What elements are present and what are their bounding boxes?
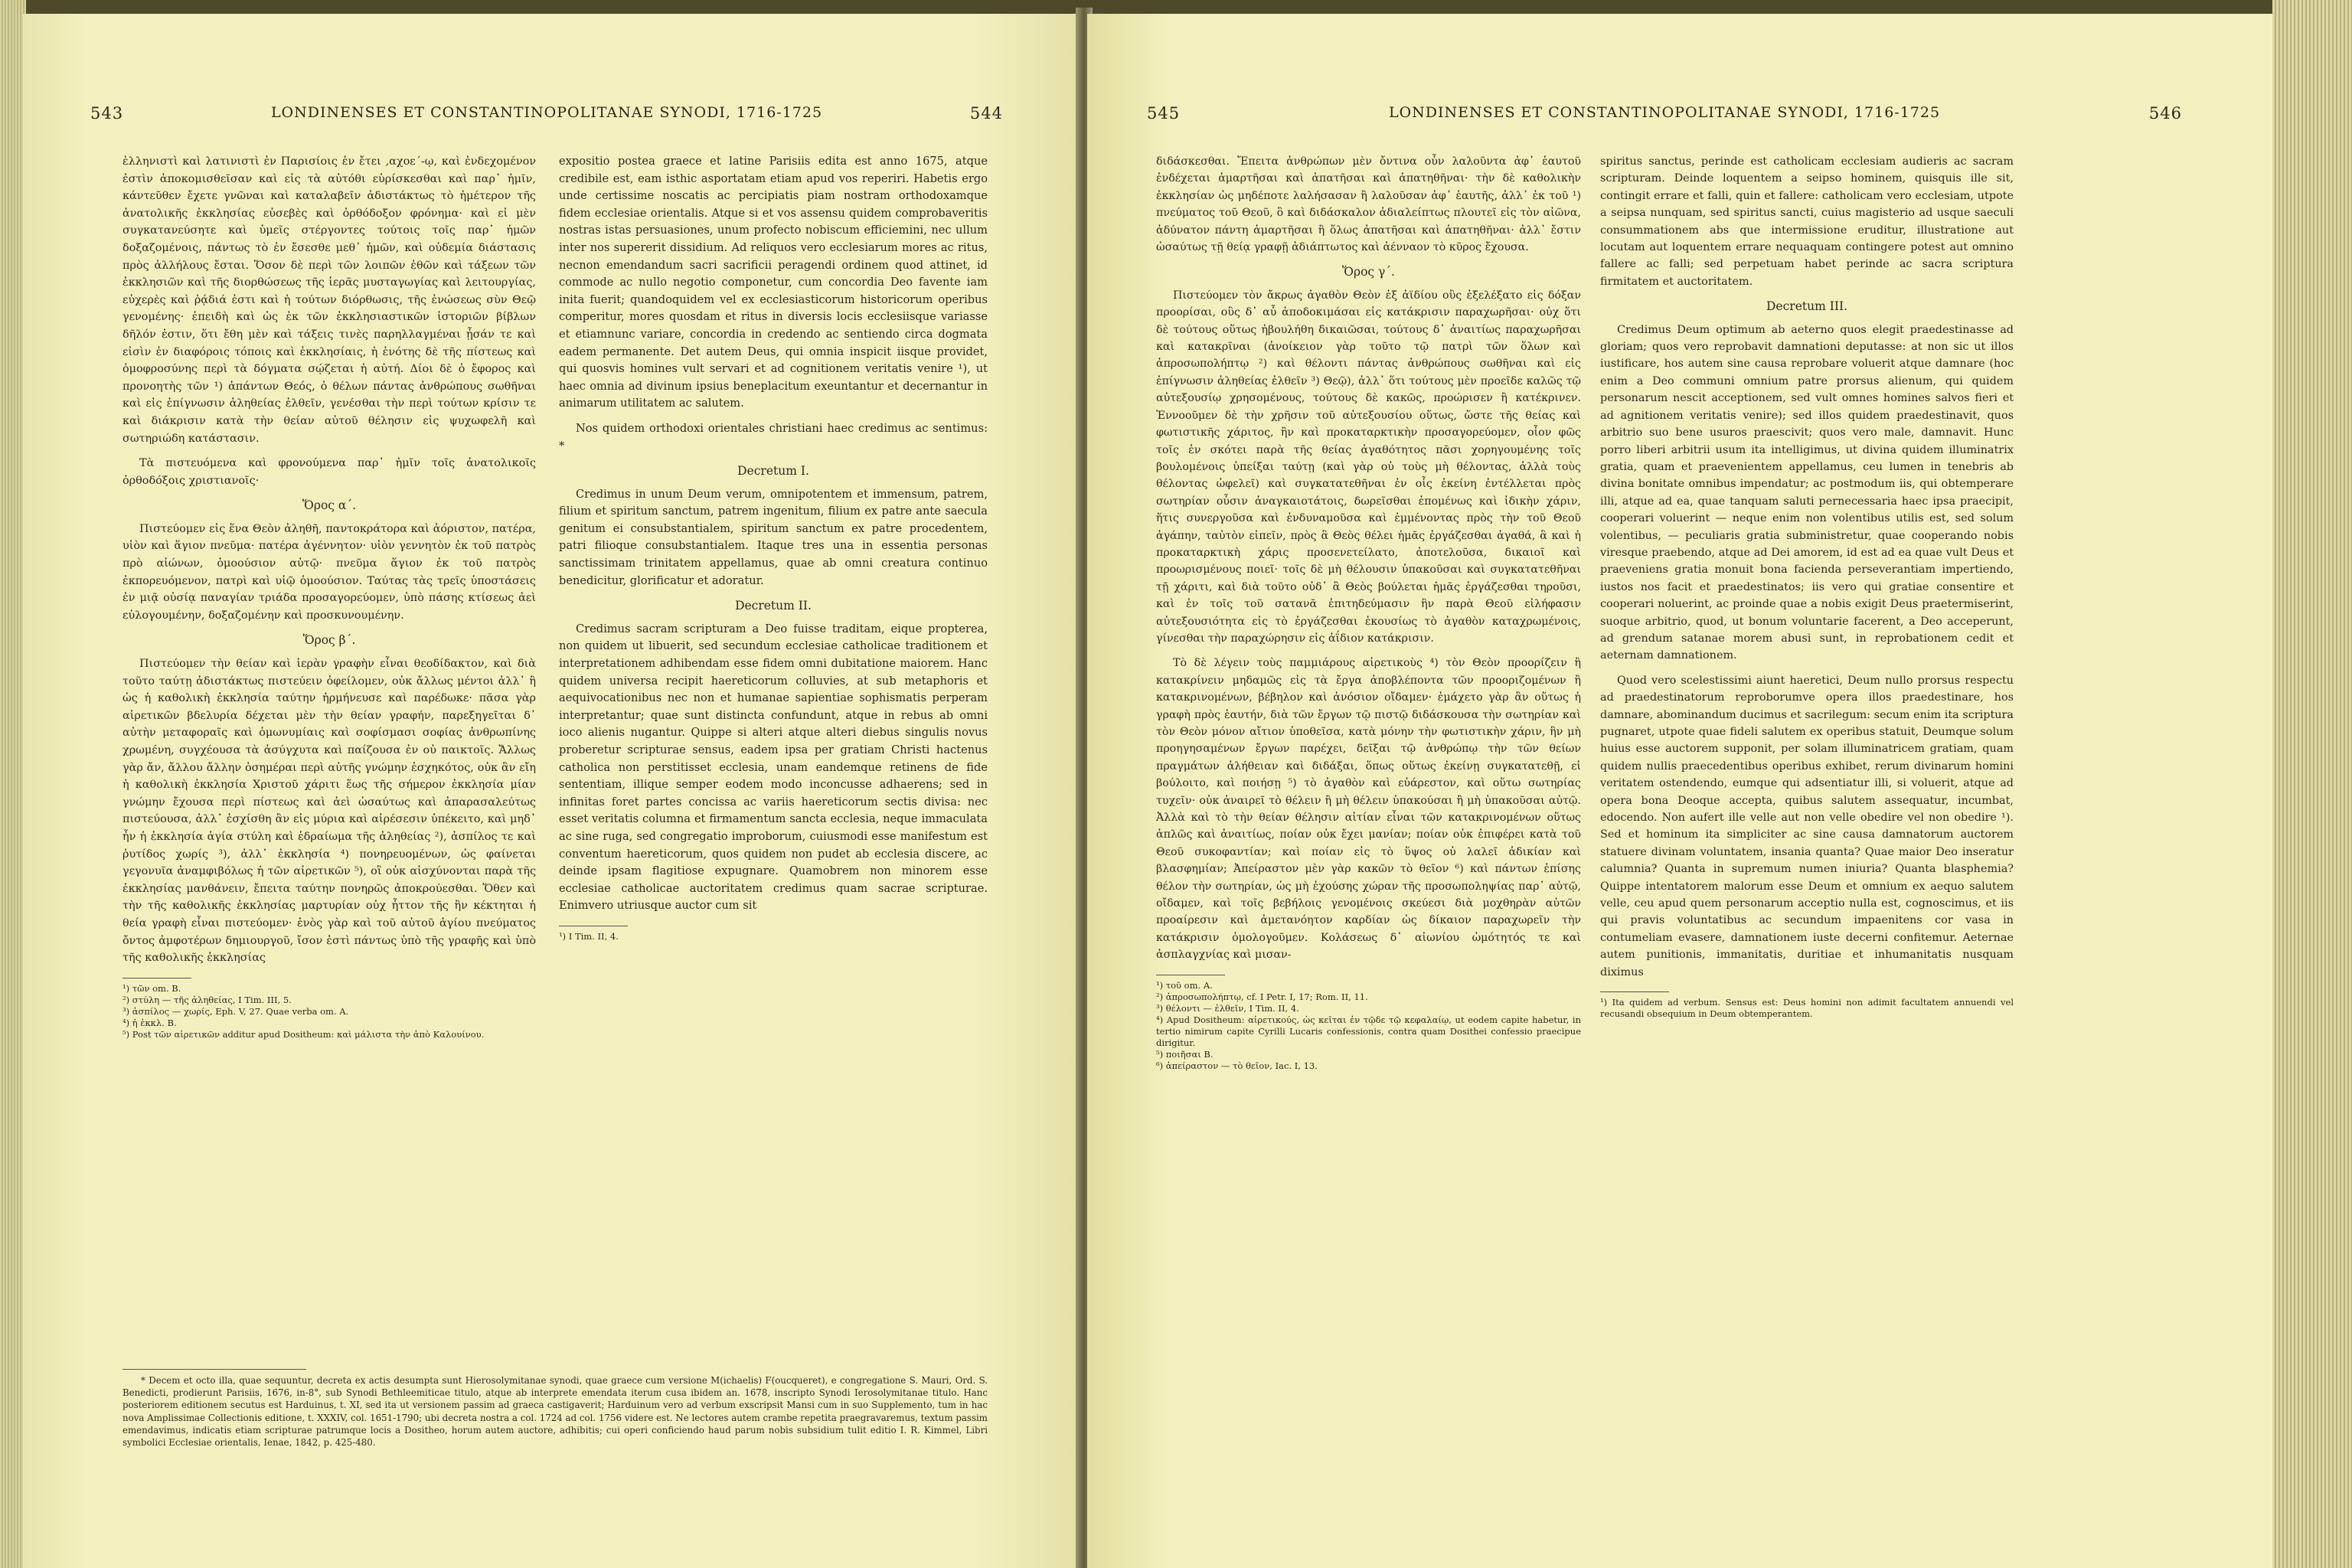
latin-column-right — [1600, 153, 2014, 1020]
greek-paragraph: Πιστεύομεν εἰς ἕνα Θεὸν ἀληθῆ, παντοκράτορα καὶ ἀόριστον, πατέρα, υἱὸν καὶ ἅγιον πνεῦμα· πατέρα ἀγέννητον· υἱὸν γεννητὸν ἐκ τοῦ πατρὸς πρὸ αἰώνων, ὁμοούσιον αὐτῷ· πνεῦμα ἅγιον ἐκ τοῦ πατρὸς ἐκπορευόμενον, πατρὶ καὶ υἱῷ ὁμοούσιον. Ταύτας τὰς τρεῖς ὑποστάσεις ἐν μιᾷ οὐσίᾳ παναγίαν τριάδα προσαγορεύομεν, ὑπὸ πάσης κτίσεως ἀεὶ εὐλογουμένην, δοξαζομένην καὶ προσκυνουμένην. — [122, 522, 536, 622]
note-rule — [122, 1369, 306, 1370]
greek-paragraph: Τὰ πιστευόμενα καὶ φρονούμενα παρ᾽ ἡμῖν τοῖς ἀνατολικοῖς ὀρθοδόξοις χριστιανοῖς· — [122, 457, 536, 487]
page-edges-left — [0, 0, 26, 1568]
footnote: ¹) I Tim. II, 4. — [559, 930, 619, 942]
greek-column-right — [1156, 153, 1581, 1072]
greek-paragraph: Πιστεύομεν τὸν ἄκρως ἀγαθὸν Θεὸν ἐξ ἀϊδίου οὓς ἐξελέξατο εἰς δόξαν προορίσαι, οὓς δ᾽ αὖ ἀποδοκιμάσαι εἰς κατάκρισιν παραχωρῆσαι· οὐχ ὅτι δὲ τούτους οὕτως ἠβουλήθη δικαιῶσαι, τούτους δ᾽ ἀναιτίως παραχωρῆσαι καὶ κατακρῖναι (ἀνοίκειον γὰρ τοῦτο τῷ πατρὶ τῶν ὅλων καὶ ἀπροσωπολήπτῳ ²) καὶ θέλοντι πάντας ἀνθρώπους σωθῆναι καὶ εἰς ἐπίγνωσιν ἀληθείας ἐλθεῖν ³) Θεῷ), ἀλλ᾽ ὅτι τούτους μὲν προεῖδε καλῶς τῷ αὐτεξουσίῳ χρησομένους, τούτους δὲ κακῶς, προώρισεν ἢ κατέκρινεν. Ἐννοοῦμεν δὲ τὴν χρῆσιν τοῦ αὐτεξουσίου οὕτως, ὥστε τῆς θείας καὶ φωτιστικῆς χάριτος, ἣν καὶ προκαταρκτικὴν προσαγορεύομεν, οἷον φῶς τοῖς ἐν σκότει παρὰ τῆς θείας ἀγαθότητος πᾶσι χορηγουμένης τοῖς βουλομένοις ὑπείξαι ταύτῃ (καὶ γὰρ οὐ τοὺς μὴ θέλοντας, ἀλλὰ τοὺς θέλοντας ὠφελεῖ) καὶ συγκατατεθῆναι ἐν οἷς ἐκείνη ἐντέλλεται πρὸς σωτηρίαν οὖσιν ἀναγκαιοτάτοις, δωρεῖσθαι ἐπομένως καὶ ἰδικὴν χάριν, ἥτις συνεργοῦσα καὶ ἐνδυναμοῦσα καὶ ἐμμένοντας πρὸς τὴν τοῦ Θεοῦ ἀγάπην, ταὐτὸν εἰπεῖν, πρὸς ἃ Θεὸς θέλει ἡμᾶς ἐργάζεσθαι ἀγαθά, ἃ καὶ ἡ προκαταρκτικὴ χάρις προσενετείλατο, ἀποτελοῦσα, δικαιοῖ καὶ προωρισμένους ποιεῖ· τοῖς δὲ μὴ θέλουσιν ὑπακοῦσαι καὶ συγκατατεθῆναι τῇ χάριτι, καὶ διὰ τοῦτο οὐδ᾽ ἃ Θεὸς βούλεται ἡμᾶς ἐργάζεσθαι τηροῦσι, καὶ ἐν τοῖς τοῦ σατανᾶ ἐπιτηδεύμασιν ἣν παρὰ Θεοῦ εἰλήφασιν αὐτεξουσιότητα εἰς τὸ ἐργάζεσθαι ἑκουσίως τὸ ἀγαθὸν καταχρωμένοις, γίνεσθαι τὴν παραχώρησιν εἰς ἀΐδιον κατάκρισιν. — [1156, 289, 1581, 645]
right-page — [1087, 14, 2274, 1568]
running-title: LONDINENSES ET CONSTANTINOPOLITANAE SYNODI, 1716-1725 — [270, 104, 823, 121]
section-heading: Ὅρος α΄. — [302, 498, 357, 513]
footnote: ⁶) ἀπείραστον — τὸ θεῖον, Iac. I, 13. — [1156, 1060, 1318, 1071]
page-number: 545 — [1147, 104, 1181, 122]
section-heading: Decretum I. — [737, 464, 809, 479]
running-title: LONDINENSES ET CONSTANTINOPOLITANAE SYNODI, 1716-1725 — [1388, 104, 1941, 121]
latin-paragraph: Credimus sacram scripturam a Deo fuisse traditam, eique propterea, non quidem ut libuerit, sed secundum ecclesiae catholicae traditionem et interpretationem adhibendam esse fidem omni dubitatione maiorem. Hanc quidem universa recipit haereticorum colluvies, at sub metaphoris et aequivocationibus nec non et humanae sapientiae sophismatis perperam interpretantur; quae sunt distincta confundunt, atque in rebus ab omni ioco alienis nugantur. Quippe si alteri atque alteri diebus singulis novus proberetur scripturae sensus, eadem ipsa per gratiam Christi hactenus catholica non perstitisset ecclesia, unam eandemque retinens de fide sententiam, illique semper eodem modo inconcusse adhaerens; sed in infinitas foret partes concissa ac variis haereticorum sectis divisa: nec esset veritatis columna et firmamentum sancta ecclesia, neque immaculata ac sine ruga, sed congregatio improborum, cuiusmodi esse manifestum est conventum haereticorum, quos quidem non pudet ab ecclesia discere, ac deinde ipsam flagitiose expugnare. Quamobrem non minorem esse ecclesiae catholicae auctoritatem credimus quam sacrae scripturae. Enimvero utriusque auctor cum sit — [559, 622, 988, 913]
page-number: 543 — [90, 104, 124, 122]
footnote: ²) ἀπροσωπολήπτῳ, cf. I Petr. I, 17; Rom. II, 11. — [1156, 991, 1368, 1002]
footnote: ³) ἀσπίλος — χωρίς, Eph. V, 27. Quae verba om. A. — [122, 1005, 349, 1017]
star-note-text: * Decem et octo illa, quae sequuntur, decreta ex actis desumpta sunt Hierosolymitanae synodi, quae graece cum versione M(ichaelis) F(oucqueret), e congregatione S. Mauri, Ord. S. Benedicti, prodierunt Parisiis, 1676, in-8°, sub Synodi Bethleemiticae titulo, atque ab interprete emendata iterum cusa ibidem an. 1678, inscripto Synodi Ierosolymitanae titulo. Hanc posteriorem editionem secutus est Harduinus, t. XI, sed ita ut versionem passim ad graeca castigaverit; Harduinum vero ad verbum exscripsit Mansi cum in suo Supplemento, tum in hac nova Amplissimae Collectionis editione, t. XXXIV, col. 1651-1790; ubi decreta nostra a col. 1724 ad col. 1756 videre est. Ne lectores autem crambe repetita praegravaremus, textum passim emendavimus, indicatis etiam scripturae patrumque locis a Dositheo, horum autem auctore, adhibitis; cui operi conficiendo haud parum nobis subsidium tulit editio I. R. Kimmel, Libri symbolici Ecclesiae orientalis, Ienae, 1842, p. 425-480. — [122, 1375, 988, 1449]
running-head-left — [90, 104, 1003, 135]
greek-paragraph: Πιστεύομεν τὴν θείαν καὶ ἱερὰν γραφὴν εἶναι θεοδίδακτον, καὶ διὰ τοῦτο ταύτῃ ἀδιστάκτως πιστεύειν ὀφείλομεν, οὐκ ἄλλως μέντοι ἀλλ᾽ ἢ ὡς ἡ καθολικὴ ἐκκλησία ταύτην ἡρμήνευσε καὶ παρέδωκε· πᾶσα γὰρ αἱρετικῶν βδελυρία δέχεται μὲν τὴν θείαν γραφήν, παρεξηγεῖται δ᾽ αὐτὴν μεταφοραῖς καὶ ὁμωνυμίαις καὶ σοφίσμασι σοφίας ἀνθρωπίνης χρωμένη, συγχέουσα τὰ ἀσύγχυτα καὶ παίζουσα ἐν οὐ παικτοῖς. Ἄλλως γὰρ ἄν, ἄλλου ἄλλην ὁσημέραι περὶ αὐτῆς γνώμην ἐσχηκότος, οὐκ ἂν εἴη ἡ καθολικὴ ἐκκλησία Χριστοῦ χάριτι ἕως τῆς σήμερον ἐκκλησία μίαν γνώμην ἔχουσα περὶ πίστεως καὶ ἀεὶ ὡσαύτως καὶ ἀπαρασαλεύτως πιστεύουσα, ἀλλ᾽ ἐσχίσθη ἂν εἰς μύρια καὶ αἱρέσεσιν ὑπέκειτο, καὶ μηδ᾽ ἦν ἡ ἐκκλησία ἁγία στύλη καὶ ἑδραίωμα τῆς ἀληθείας ²), ἀσπίλος τε καὶ ῥυτίδος χωρίς ³), ἀλλ᾽ ἐκκλησία ⁴) πονηρευομένων, ὡς φαίνεται γεγονυῖα ἀναμφιβόλως ἡ τῶν αἱρετικῶν ⁵), οἳ οὐκ αἰσχύνονται παρὰ τῆς ἐκκλησίας μανθάνειν, ἔπειτα ταύτην πονηρῶς ἀποκρούεσθαι. Ὅθεν καὶ τὴν τῆς καθολικῆς ἐκκλησίας μαρτυρίαν οὐχ ἧττον τῆς ἣν κέκτηται ἡ θεία γραφὴ εἶναι πιστεύομεν· ἑνὸς γὰρ καὶ τοῦ αὐτοῦ ἁγίου πνεύματος ὄντος ἀμφοτέρων δημιουργοῦ, ἴσον ἐστὶ πάντως ὑπὸ τῆς γραφῆς καὶ ὑπὸ τῆς καθολικῆς ἐκκλησίας — [122, 658, 536, 965]
footnote-rule — [1600, 991, 1669, 992]
page-edges-right — [2272, 0, 2352, 1568]
greek-paragraph: Τὸ δὲ λέγειν τοὺς παμμιάρους αἱρετικοὺς ⁴) τὸν Θεὸν προορίζειν ἢ κατακρίνειν μηδαμῶς εἰς τὰ ἔργα ἀποβλέποντα τῶν προοριζομένων ἢ κατακρινομένων, βέβηλον καὶ ἀνόσιον οἴδαμεν· ἐμάχετο γὰρ ἂν οὕτως ἡ γραφὴ πρὸς ἑαυτήν, διὰ τῶν ἔργων τῷ πιστῷ διδάσκουσα τὴν σωτηρίαν καὶ τὸν Θεὸν μόνον αἴτιον ὑποθεῖσα, κατὰ μόνην τὴν φωτιστικὴν χάριν, ἣν μὴ προηγησαμένων ἔργων παρέχει, δεῖξαι τῷ ἀνθρώπῳ τὴν τῶν θείων πραγμάτων ἀλήθειαν καὶ διδάξαι, ὅπως οὕτως ἐκείνῃ συγκατατεθῇ, εἰ βούλοιτο, καὶ ποιήσῃ ⁵) τὸ ἀγαθὸν καὶ εὐάρεστον, καὶ οὕτω σωτηρίας τυχεῖν· οὐκ ἀναιρεῖ τὸ θέλειν ἢ μὴ θέλειν ὑπακούσαι ἢ μὴ ὑπακοῦσαι αὐτῷ. Ἀλλὰ καὶ τὸ τὴν θείαν θέλησιν αἰτίαν εἶναι τῶν κατακρινομένων οὕτως ἁπλῶς καὶ ἀναιτίως, ποίαν οὐκ ἔχει μανίαν; ποίαν οὐκ ἐπιφέρει κατὰ τοῦ Θεοῦ συκοφαντίαν; καὶ ποίαν εἰς τὸ ὕψος οὐ λαλεῖ ἀδικίαν καὶ βλασφημίαν; Ἀπείραστον μὲν γὰρ κακῶν τὸ θεῖον ⁶) καὶ πάντων ἐπίσης θέλον τὴν σωτηρίαν, ὡς μὴ ἐχούσης χώραν τῆς προσωποληψίας παρ᾽ αὐτῷ, οἴδαμεν, καὶ τοῖς βεβήλοις γενομένοις σκεύεσι διὰ μοχθηρὰν αὐτῶν προαίρεσιν καὶ ἀμετανόητον καρδίαν ὡς δίκαιον παραχωρεῖν τὴν κατάκρισιν ὁμολογοῦμεν. Κολάσεως δ᾽ αἰωνίου ὠμότητός τε καὶ ἀσπλαγχνίας καὶ μισαν- — [1156, 657, 1581, 962]
section-heading: Ὅρος β΄. — [302, 633, 356, 648]
latin-paragraph: Credimus in unum Deum verum, omnipotentem et immensum, patrem, filium et spiritum sanctum, patrem ingenitum, filium ex patre ante saecula genitum ei consubstantialem, spiritum sanctum ex patre procedentem, patri filioque consubstantialem. Itaque tres una in essentia personas sanctissimam trinitatem appellamus, quae ab omni creatura continuo benedicitur, glorificatur et adoratur. — [559, 487, 988, 587]
footnote: ⁵) ποιῆσαι B. — [1156, 1048, 1214, 1060]
latin-paragraph: Credimus Deum optimum ab aeterno quos elegit praedestinasse ad gloriam; quos vero reprobavit damnationi deputasse: at non sic ut illos iustificare, hos autem sine causa reprobare voluerit atque damnare (hoc enim a Deo communi omnium patre prorsus alienum, qui quidem personarum nescit acceptionem, sed vult omnes homines salvos fieri et ad agnitionem veritatis venire); sed illos quidem praedestinavit, quos arbitrio suo bene usuros praescivit; quos vero male, damnavit. Hunc porro liberi arbitrii usum ita intelligimus, ut divina quidem illuminatrix gratia, quam et praevenientem appellamus, ceu lumen in tenebris ab divina bonitate omnibus impendatur; ac postmodum iis, qui obtemperare illi, atque ad ea, quae tanquam saluti pernecessaria haec ipsa praecipit, cooperari voluerint — neque enim non volentibus utilis est, sed solum volentibus, — peculiaris gratia subministretur, quae cooperando nobis viresque praebendo, atque ad Dei amorem, id est ad ea quae vult Deus et praeveniens gratia monuit bona facienda perseverantiam impertiendo, iustos nos facit et praedestinatos; iis vero qui gratiae consentire et cooperari noluerint, ac proinde quae a nobis exigit Deus praetermiserint, suoque arbitrio, quod, ut bonum voluntarie facerent, a Deo acceperunt, ad grendum satanae morem abusi sunt, in reprobationem cedit et aeternam damnationem. — [1600, 323, 2014, 662]
latin-column-left — [559, 153, 988, 942]
greek-paragraph: διδάσκεσθαι. Ἔπειτα ἀνθρώπων μὲν ὄντινα οὖν λαλοῦντα ἀφ᾽ ἑαυτοῦ ἐνδέχεται ἁμαρτῆσαι καὶ ἀπατῆσαι καὶ ἀπατηθῆναι· τὴν δὲ καθολικὴν ἐκκλησίαν ὡς μηδέποτε λαλήσασαν ἢ λαλοῦσαν ἀφ᾽ ἑαυτῆς, ἀλλ᾽ ἐκ τοῦ ¹) πνεύματος τοῦ Θεοῦ, ὃ καὶ διδάσκαλον ἀδιαλείπτως πλουτεῖ εἰς τὸν αἰῶνα, ἀδύνατον πάντη ἁμαρτῆσαι ἢ ὅλως ἀπατῆσαι καὶ ἀπατηθῆναι· ἀλλ᾽ ἔστιν ὡσαύτως τῇ θείᾳ γραφῇ ἀδιάπτωτος καὶ ἀένναον τὸ κῦρος ἔχουσα. — [1156, 155, 1581, 254]
latin-paragraph: spiritus sanctus, perinde est catholicam ecclesiam audieris ac sacram scripturam. Deinde loquentem a seipso hominem, quisquis ille sit, contingit errare et falli, quin et fallere: catholicam vero ecclesiam, utpote a seipsa nunquam, sed spiritus sancti, cuius magisterio ad usque saeculi consummationem abs que intermissione eruditur, illustratione aut locutam aut loquentem errare nequaquam contingere potest aut omnino fallere ac falli; sed perpetuam habet perinde ac sacra scriptura firmitatem et auctoritatem. — [1600, 155, 2014, 288]
section-heading: Decretum III. — [1766, 299, 1847, 314]
running-head-right — [1147, 104, 2182, 135]
footnote: ⁵) Post τῶν αἱρετικῶν additur apud Dositheum: καὶ μάλιστα τὴν ἀπὸ Καλουίνου. — [122, 1028, 485, 1040]
footnote: ²) στύλη — τῆς ἀληθείας, I Tim. III, 5. — [122, 994, 292, 1005]
section-heading: Decretum II. — [735, 599, 812, 613]
latin-paragraph: Nos quidem orthodoxi orientales christiani haec credimus ac sentimus: * — [559, 421, 988, 452]
section-heading: Ὅρος γ΄. — [1342, 265, 1395, 279]
greek-column-left — [122, 153, 536, 1040]
footnote: ¹) τῶν om. B. — [122, 982, 181, 994]
left-page — [23, 14, 1080, 1568]
footnote: ³) θέλοντι — ἐλθεῖν, I Tim. II, 4. — [1156, 1002, 1299, 1014]
page-number: 544 — [969, 104, 1003, 122]
footnote: ¹) Ita quidem ad verbum. Sensus est: Deus homini non adimit facultatem annuendi vel recusandi obsequium in Deum obtemperantem. — [1600, 997, 2014, 1020]
footnote: ¹) τοῦ om. A. — [1156, 979, 1213, 991]
latin-paragraph: expositio postea graece et latine Parisiis edita est anno 1675, atque credibile est, eam isthic asportatam etiam apud vos reperiri. Habetis ergo unde certissime noscatis ac percipiatis piam nostram orthodoxamque fidem ecclesiae orientalis. Atque si et vos assensu quidem comprobaveritis nostras istas persuasiones, unum profecto nobiscum efficiemini, nec ullum inter nos supererit dissidium. Ad reliquos vero ecclesiarum mores ac ritus, necnon emendandum sacri sacrificii peragendi ordinem quod attinet, id commode ac nullo negotio componetur, cum concordia Deo favente iam inita fuerit; quandoquidem vel ex ecclesiasticorum historicorum operibus comperitur, mores quosdam et ritus in diversis locis ecclesiisque variasse et etiamnunc variare, concordia in credendo ac sentiendo circa dogmata eadem permanente. Det autem Deus, qui omnia inspicit iisque providet, qui quosvis homines vult servari et ad cognitionem veritatis venire ¹), ut haec omnia ad divinum ipsius beneplacitum exeuntantur et decernantur in animarum utilitatem ac salutem. — [559, 155, 988, 410]
footnote: ⁴) Apud Dositheum: αἱρετικούς, ὡς κεῖται ἐν τῷδε τῷ κεφαλαίῳ, ut eodem capite habetur, in tertio nimirum capite Cyrilli Lucaris confessionis, contra quam Dosithei confessio praecipue dirigitur. — [1156, 1014, 1581, 1048]
editorial-star-note — [122, 1369, 988, 1449]
latin-paragraph: Quod vero scelestissimi aiunt haeretici, Deum nullo prorsus respectu ad praedestinatorum reproborumve opera illos praedestinare, hos damnare, abominandum ducimus et sacrilegum: secum enim ita scriptura pugnaret, utpote quae fideli salutem ex operibus statuit, Deumque solum huius esse auctorem supponit, per solam illuminatricem gratiam, quam quidem nullis praecedentibus operibus exhibet, rerum divinarum homini veritatem ostendendo, eumque qui adsentiatur illi, si voluerit, atque ad opera bona Deoque accepta, quibus salutem assequatur, incumbat, edocendo. Non aufert ille velle aut non velle obedire vel non obedire ¹). Sed et hominum ita simpliciter ac sine causa damnatorum auctorem statuere divinam voluntatem, insania quanta? Quae maior Deo inseratur calumnia? Quanta in supremum numen iniuria? Quanta blasphemia? Quippe intentatorem malorum esse Deum et omnium ex aequo salutem velle, ceu apud quem personarum acceptio nulla est, cognoscimus, et iis qui pravis voluntatibus ac secundum impaenitens cor vasa in contumeliam evasere, damnationem iuste decerni confitemur. Aeternae autem punitionis, immanitatis, duritiae et inhumanitatis nusquam diximus — [1600, 674, 2014, 978]
greek-paragraph: ἑλληνιστὶ καὶ λατινιστὶ ἐν Παρισίοις ἐν ἔτει ,αχοε΄-ῳ, καὶ ἐνδεχομένον ἐστὶν ἀποκομισθεῖσαν καὶ εἰς τὰ αὐτόθι εὑρίσκεσθαι καὶ παρ᾽ ἡμῖν, κάντεῦθεν ἔχετε γνῶναι καὶ καταλαβεῖν ἀδιστάκτως τὸ ἡμέτερον τῆς ἀνατολικῆς ἐκκλησίας εὐσεβὲς καὶ ὀρθόδοξον φρόνημα· καὶ εἰ μὲν συγκατανεύσητε καὶ ὑμεῖς στέργοντες τούτοις τοῖς παρ᾽ ἡμῶν δοξαζομένοις, πάντως τὸ ἐν ἔσεσθε μεθ᾽ ἡμῶν, καὶ οὐδεμία διάστασις πρὸς ἀλλήλους ἔσται. Ὅσον δὲ περὶ τῶν λοιπῶν ἐθῶν καὶ τάξεων τῶν ἐκκλησιῶν καὶ τῆς διορθώσεως τῆς ἱερᾶς μυσταγωγίας καὶ λειτουργίας, εὐχερὲς καὶ ῥᾴδιά ἐστι καὶ ἡ τούτων διόρθωσις, τῆς ἑνώσεως σὺν Θεῷ γενομένης· ἐπειδὴ καὶ ὡς ἐκ τῶν ἐκκλησιαστικῶν ἱστοριῶν βίβλων δῆλόν ἐστιν, ὅτι ἔθη μὲν καὶ τάξεις τινὲς παρηλλαγμέναι ᾖσάν τε καὶ εἰσὶν ἐν διαφόροις τόποις καὶ ἐκκλησίαις, ἡ ἑνότης δὲ τῆς πίστεως καὶ ὁμοφροσύνης περὶ τὰ δόγματα σῴζεται ἡ αὐτή. Δίοι δὲ ὁ ἔφορος καὶ προνοητὴς τῶν ¹) ἁπάντων Θεός, ὁ θέλων πάντας ἀνθρώπους σωθῆναι καὶ εἰς ἐπίγνωσιν ἀληθείας ἐλθεῖν, γενέσθαι τὴν περὶ τούτων κρίσιν τε καὶ διάκρισιν κατὰ τὴν θείαν αὐτοῦ θέλησιν εἰς ψυχωφελῆ καὶ σωτηριώδη κατάστασιν. — [122, 155, 536, 445]
page-number: 546 — [2148, 104, 2182, 122]
footnote: ⁴) ἡ ἐκκλ. B. — [122, 1017, 177, 1028]
